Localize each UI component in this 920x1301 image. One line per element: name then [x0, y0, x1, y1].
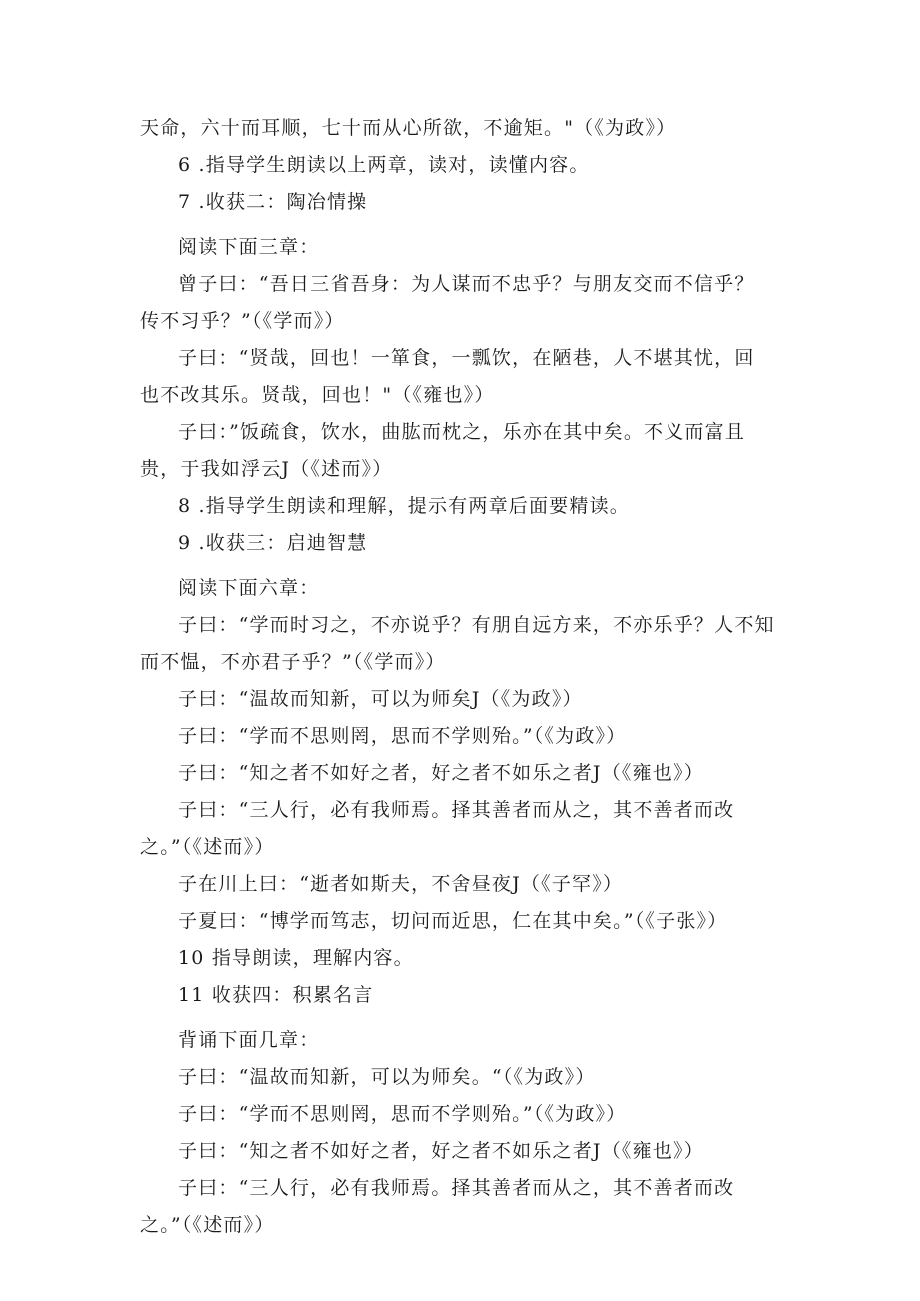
- text-line: 背诵下面几章：: [178, 1029, 320, 1051]
- text-line: 之。”（《述而》）: [140, 836, 275, 858]
- text-line: 子曰：“学而时习之，不亦说乎？有朋自远方来，不亦乐乎？人不知: [178, 614, 775, 636]
- text-line: 也不改其乐。贤哉，回也！"（《雍也》）: [140, 384, 495, 406]
- text-line: 子曰：“三人行，必有我师焉。择其善者而从之，其不善者而改: [178, 1177, 735, 1199]
- document-body: [140, 110, 800, 1244]
- text-line: 子曰：“三人行，必有我师焉。择其善者而从之，其不善者而改: [178, 799, 735, 821]
- text-line: 阅读下面六章：: [178, 577, 320, 599]
- text-line: 7 .收获二：陶冶情操: [178, 191, 368, 213]
- text-line: 子曰：“温故而知新，可以为师矣。“（《为政》）: [178, 1066, 596, 1088]
- text-line: 阅读下面三章：: [178, 236, 320, 258]
- text-line: 11 收获四：积累名言: [178, 984, 374, 1006]
- text-line: 子夏曰：“博学而笃志，切问而近思，仁在其中矣。”（《子张》）: [178, 910, 728, 932]
- text-line: 天命，六十而耳顺，七十而从心所欲，不逾矩。"（《为政》）: [140, 117, 677, 139]
- text-line: 之。”（《述而》）: [140, 1214, 275, 1236]
- text-line: 传不习乎？”（《学而》）: [140, 310, 345, 332]
- text-line: 8 .指导学生朗读和理解，提示有两章后面要精读。: [178, 495, 630, 517]
- text-line: 子曰：”饭疏食，饮水，曲肱而枕之，乐亦在其中矣。不义而富且: [178, 421, 746, 443]
- text-line: 6 .指导学生朗读以上两章，读对，读懂内容。: [178, 154, 590, 176]
- text-line: 子曰：“知之者不如好之者，好之者不如乐之者J（《雍也》）: [178, 1140, 704, 1162]
- text-line: 子在川上曰：“逝者如斯夫，不舍昼夜J（《子罕》）: [178, 873, 624, 895]
- text-line: 贵，于我如浮云J（《述而》）: [140, 458, 393, 480]
- text-line: 子曰：“学而不思则罔，思而不学则殆。”（《为政》）: [178, 1103, 627, 1125]
- text-line: 子曰：“学而不思则罔，思而不学则殆。”（《为政》）: [178, 725, 627, 747]
- text-line: 9 .收获三：启迪智慧: [178, 532, 368, 554]
- text-line: 而不愠，不亦君子乎？”（《学而》）: [140, 651, 446, 673]
- text-line: 子曰：“贤哉，回也！一箪食，一瓢饮，在陋巷，人不堪其忧，回: [178, 347, 755, 369]
- text-line: 子曰：“温故而知新，可以为师矣J（《为政》）: [178, 688, 583, 710]
- text-line: 子曰：“知之者不如好之者，好之者不如乐之者J（《雍也》）: [178, 762, 704, 784]
- text-line: 10 指导朗读，理解内容。: [178, 947, 414, 969]
- text-line: 曾子曰：“吾日三省吾身：为人谋而不忠乎？与朋友交而不信乎？: [178, 273, 755, 295]
